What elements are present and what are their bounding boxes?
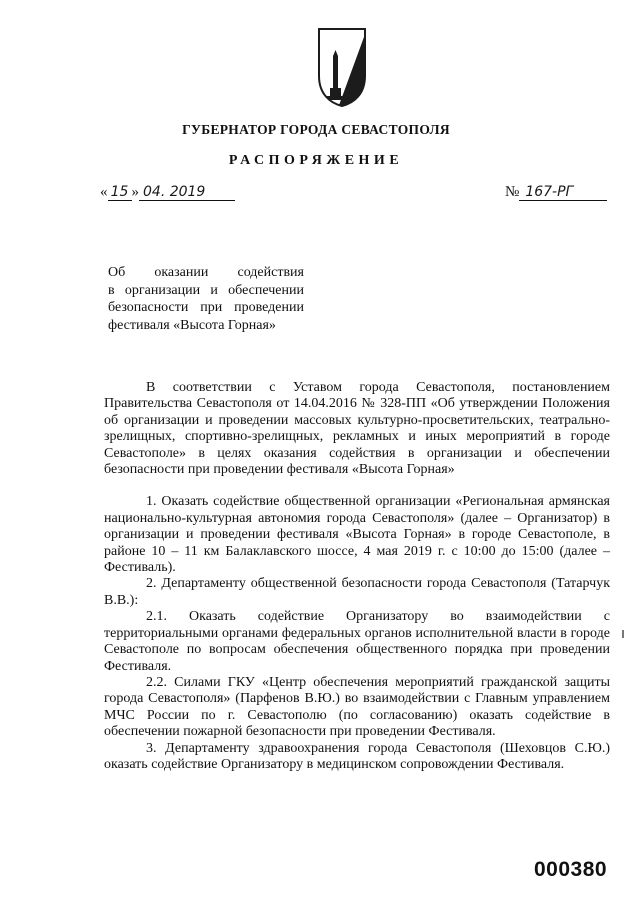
subject-line: безопасности при проведении: [108, 300, 304, 315]
date-month-year: 04. 2019: [139, 185, 235, 201]
clause-2-1: 2.1. Оказать содействие Организатору во взаимодействии с территориальными органами федеральных органов исполнительной власти в городе Севастополе по вопросам обеспечения общественного порядка при проведении Фестиваля.: [104, 609, 610, 674]
document-number: [505, 184, 607, 201]
document-type-title: РАСПОРЯЖЕНИЕ: [228, 153, 404, 168]
subject-line: фестиваля «Высота Горная»: [108, 317, 276, 333]
document-date: [100, 184, 235, 201]
clause-2-2: 2.2. Силами ГКУ «Центр обеспечения мероприятий гражданской защиты города Севастополя» (Парфенов В.Ю.) во взаимодействии с Главным управлением МЧС России по г. Севастополю (по согласованию) оказать содействие в обеспечении пожарной безопасности при проведении Фестиваля.: [104, 674, 610, 740]
governor-title: ГУБЕРНАТОР ГОРОДА СЕВАСТОПОЛЯ: [182, 122, 450, 137]
document-subject: [108, 264, 304, 334]
number-value: 167-РГ: [519, 185, 607, 201]
date-open-quote: «: [100, 184, 108, 200]
serial-number: 000380: [534, 858, 608, 881]
subject-line: Об оказании содействия: [108, 265, 304, 280]
date-close-quote: »: [131, 184, 139, 200]
clause-2: 2. Департаменту общественной безопасности города Севастополя (Татарчук В.В.):: [104, 576, 610, 608]
sevastopol-coat-of-arms-icon: [316, 26, 368, 108]
clause-1: 1. Оказать содействие общественной организации «Региональная армянская национально-культурная автономия города Севастополя» (далее – Организатор) в организации и проведении фестиваля «Высота Горная» в городе Севастополе, в районе 10 – 11 км Балаклавского шоссе, 4 мая 2019 г. с 10:00 до 15:00 (далее – Фестиваль).: [104, 494, 610, 576]
subject-line: в организации и обеспечении: [108, 282, 304, 298]
document-body: [104, 380, 610, 773]
clause-3: 3. Департаменту здравоохранения города Севастополя (Шеховцов С.Ю.) оказать содействие Организатору в медицинском сопровождении Фестиваля.: [104, 740, 610, 772]
date-day: 15: [108, 185, 132, 201]
margin-mark: [622, 630, 624, 638]
number-label: №: [505, 184, 520, 200]
preamble-paragraph: В соответствии с Уставом города Севастополя, постановлением Правительства Севастополя от 14.04.2016 № 328-ПП «Об утверждении Положения об организации и проведении массовых культурно-просветительских, театрально-зрелищных, спортивно-зрелищных, рекламных и иных мероприятий в городе Севастополе» в целях оказания содействия в организации и обеспечении безопасности при проведении фестиваля «Высота Горная»: [104, 380, 610, 478]
